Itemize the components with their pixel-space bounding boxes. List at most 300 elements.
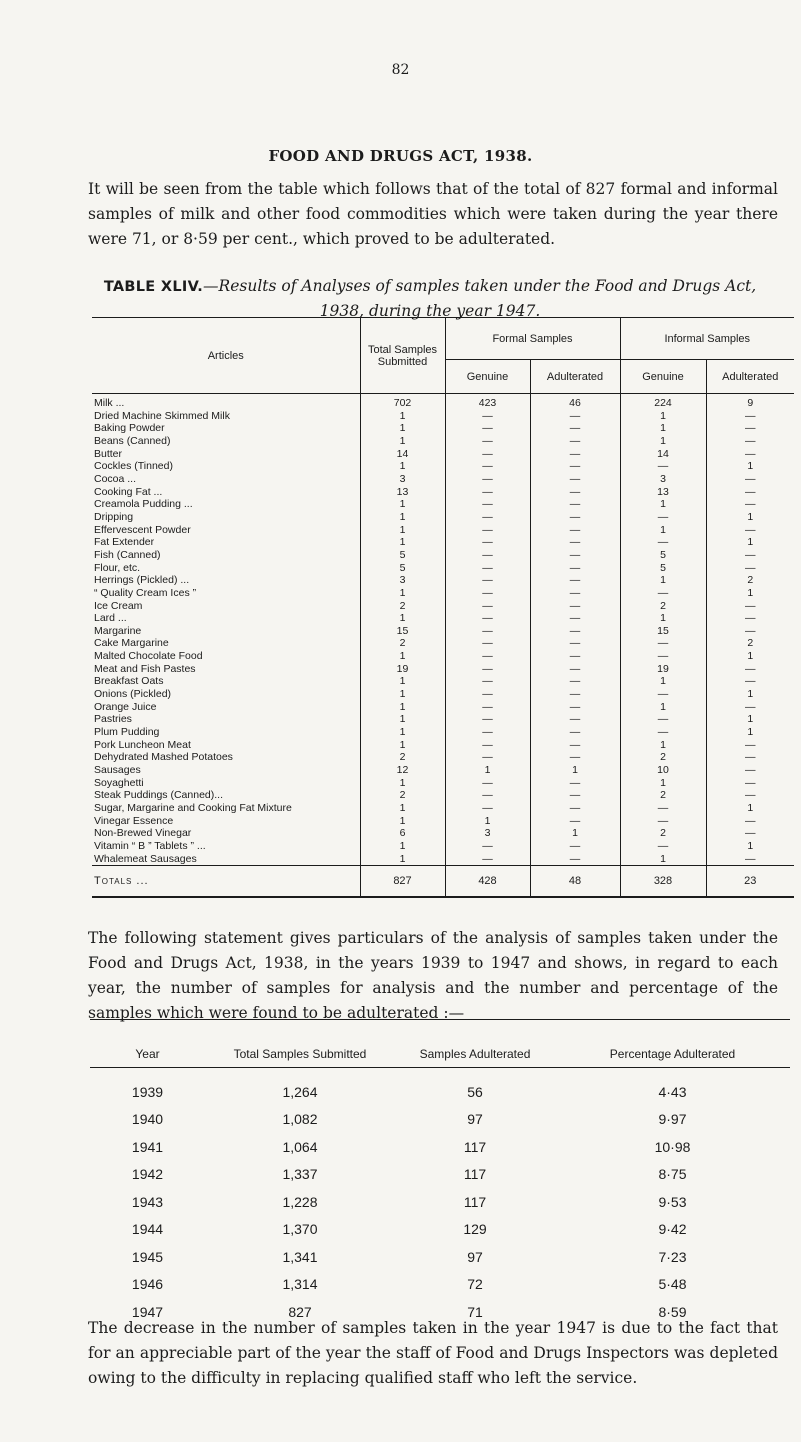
cell-total-submitted: 1,370 — [282, 1221, 318, 1238]
cell-informal-adulterated: — — [706, 675, 794, 688]
cell-informal-adulterated: — — [706, 815, 794, 828]
cell-article — [92, 713, 360, 726]
cell-total-submitted: 827 — [288, 1303, 312, 1320]
cell-formal-adulterated: — — [530, 675, 620, 688]
cell-formal-adulterated: — — [530, 663, 620, 676]
table-label: TABLE XLIV. — [103, 279, 204, 295]
article-name: Pork Luncheon Meat — [94, 739, 194, 751]
cell-formal-genuine: — — [445, 600, 530, 613]
table-row — [92, 600, 794, 613]
cell-article — [92, 688, 360, 701]
intro-paragraph: It will be seen from the table which follows that of the total of 827 formal and informal samples of milk and other food commodities which were taken during the year there were 71, or 8·59 per cent., which proved to be adulterated. — [88, 180, 778, 248]
article-name: Ice Cream — [94, 600, 145, 612]
cell-formal-genuine: — — [445, 637, 530, 650]
cell-article — [92, 802, 360, 815]
cell-formal-genuine: — — [445, 663, 530, 676]
cell-informal-adulterated: — — [706, 751, 794, 764]
cell-samples-adulterated: 117 — [463, 1138, 487, 1155]
cell-article — [92, 777, 360, 790]
article-name: Breakfast Oats — [94, 675, 166, 687]
cell-article — [92, 549, 360, 562]
cell-year: 1947 — [131, 1303, 164, 1320]
cell-total: 1 — [360, 422, 445, 435]
table-row — [92, 574, 794, 587]
table-row — [92, 524, 794, 537]
cell-article — [92, 789, 360, 802]
cell-article — [92, 675, 360, 688]
cell-informal-adulterated: — — [706, 549, 794, 562]
article-name: Sausages — [94, 764, 144, 776]
cell-samples-adulterated: 97 — [467, 1248, 483, 1265]
cell-formal-adulterated: — — [530, 473, 620, 486]
cell-formal-adulterated: — — [530, 536, 620, 549]
table-caption — [100, 274, 760, 323]
article-name: Soyaghetti — [94, 777, 147, 789]
cell-formal-genuine: — — [445, 448, 530, 461]
cell-total: 1 — [360, 701, 445, 714]
cell-informal-genuine: 1 — [620, 435, 706, 448]
cell-year: 1942 — [131, 1166, 164, 1183]
cell-total: 1 — [360, 802, 445, 815]
article-name: Margarine — [94, 625, 144, 637]
cell-total: 1 — [360, 853, 445, 866]
header-informal-samples: Informal Samples — [620, 318, 794, 360]
cell-article — [92, 536, 360, 549]
cell-total: 1 — [360, 777, 445, 790]
cell-informal-adulterated: — — [706, 410, 794, 423]
cell-year: 1944 — [131, 1221, 164, 1238]
closing-paragraph: The decrease in the number of samples taken in the year 1947 is due to the fact that for an appreciable part of the year the staff of Food and Drugs Inspectors was depleted owing to the difficulty in replacing qualified staff who left the service. — [88, 1319, 778, 1387]
cell-informal-adulterated: — — [706, 562, 794, 575]
cell-informal-adulterated: — — [706, 701, 794, 714]
cell-formal-adulterated: — — [530, 625, 620, 638]
year-row — [90, 1106, 790, 1134]
table-row — [92, 562, 794, 575]
cell-total-submitted: 1,064 — [282, 1138, 318, 1155]
cell-informal-adulterated: 1 — [706, 688, 794, 701]
cell-formal-genuine: — — [445, 802, 530, 815]
cell-formal-adulterated: — — [530, 511, 620, 524]
article-name: Cake Margarine — [94, 637, 172, 649]
cell-formal-genuine: — — [445, 713, 530, 726]
cell-informal-adulterated: — — [706, 473, 794, 486]
year-row — [90, 1133, 790, 1161]
cell-total: 1 — [360, 524, 445, 537]
cell-year: 1943 — [131, 1193, 164, 1210]
cell-article — [92, 435, 360, 448]
cell-samples-adulterated: 56 — [467, 1083, 483, 1100]
cell-percentage-adulterated: 9·53 — [658, 1193, 687, 1210]
cell-informal-adulterated: — — [706, 486, 794, 499]
cell-formal-adulterated: — — [530, 574, 620, 587]
cell-informal-genuine: 1 — [620, 739, 706, 752]
cell-total: 702 — [360, 394, 445, 410]
cell-informal-adulterated: 1 — [706, 802, 794, 815]
table-row — [92, 435, 794, 448]
cell-formal-genuine: — — [445, 511, 530, 524]
cell-formal-adulterated: — — [530, 815, 620, 828]
year-row — [90, 1271, 790, 1299]
cell-total-submitted: 1,264 — [282, 1083, 318, 1100]
cell-informal-adulterated: — — [706, 600, 794, 613]
cell-informal-genuine: 5 — [620, 549, 706, 562]
table-row — [92, 815, 794, 828]
article-name: Dried Machine Skimmed Milk — [94, 410, 233, 422]
table-row — [92, 460, 794, 473]
cell-article — [92, 562, 360, 575]
cell-formal-genuine: — — [445, 751, 530, 764]
cell-total: 2 — [360, 789, 445, 802]
cell-article — [92, 739, 360, 752]
article-name: Non-Brewed Vinegar — [94, 827, 194, 839]
cell-percentage-adulterated: 9·97 — [658, 1111, 687, 1128]
cell-total: 1 — [360, 511, 445, 524]
cell-formal-adulterated: — — [530, 460, 620, 473]
table-row — [92, 587, 794, 600]
table-row — [92, 536, 794, 549]
cell-formal-genuine: — — [445, 789, 530, 802]
cell-samples-adulterated: 72 — [467, 1276, 483, 1293]
cell-total-submitted: 1,228 — [282, 1193, 318, 1210]
article-name: Vinegar Essence — [94, 815, 176, 827]
cell-article — [92, 511, 360, 524]
cell-informal-genuine: 1 — [620, 574, 706, 587]
cell-formal-genuine: — — [445, 587, 530, 600]
cell-formal-genuine: — — [445, 650, 530, 663]
table-row — [92, 751, 794, 764]
article-name: Onions (Pickled) — [94, 688, 174, 700]
cell-formal-adulterated: — — [530, 777, 620, 790]
cell-samples-adulterated: 117 — [463, 1193, 487, 1210]
cell-informal-genuine: 15 — [620, 625, 706, 638]
article-name: Baking Powder — [94, 422, 168, 434]
cell-article — [92, 422, 360, 435]
cell-formal-genuine: — — [445, 460, 530, 473]
table-title: —Results of Analyses of samples taken under the Food and Drugs Act, 1938, during the year 1947. — [203, 277, 757, 320]
cell-total: 15 — [360, 625, 445, 638]
cell-total-submitted: 1,337 — [282, 1166, 318, 1183]
table-row — [92, 853, 794, 866]
article-name: Effervescent Powder — [94, 524, 194, 536]
cell-informal-adulterated: — — [706, 524, 794, 537]
article-name: Butter — [94, 448, 125, 460]
cell-informal-genuine: — — [620, 511, 706, 524]
cell-informal-adulterated: — — [706, 739, 794, 752]
cell-formal-adulterated: 1 — [530, 764, 620, 777]
cell-formal-adulterated: 1 — [530, 827, 620, 840]
cell-total: 13 — [360, 486, 445, 499]
cell-total: 2 — [360, 600, 445, 613]
cell-formal-genuine: 423 — [445, 394, 530, 410]
cell-formal-adulterated: — — [530, 701, 620, 714]
article-name: Cockles (Tinned) — [94, 460, 176, 472]
cell-percentage-adulterated: 8·75 — [658, 1166, 687, 1183]
cell-formal-adulterated: — — [530, 637, 620, 650]
cell-informal-genuine: 1 — [620, 701, 706, 714]
cell-article — [92, 625, 360, 638]
cell-formal-adulterated: — — [530, 840, 620, 853]
cell-formal-adulterated: — — [530, 524, 620, 537]
article-name: Sugar, Margarine and Cooking Fat Mixture — [94, 802, 295, 814]
cell-informal-genuine: 13 — [620, 486, 706, 499]
header-formal-genuine: Genuine — [445, 360, 530, 394]
cell-formal-adulterated: — — [530, 726, 620, 739]
table-row — [92, 789, 794, 802]
cell-informal-genuine: 1 — [620, 777, 706, 790]
cell-article — [92, 815, 360, 828]
article-name: Steak Puddings (Canned)... — [94, 789, 226, 801]
cell-total: 1 — [360, 650, 445, 663]
table-row — [92, 625, 794, 638]
table-row — [92, 422, 794, 435]
cell-article — [92, 600, 360, 613]
cell-article — [92, 840, 360, 853]
totals-formal-adulterated: 48 — [530, 866, 620, 898]
year-row — [90, 1243, 790, 1271]
cell-informal-genuine: — — [620, 840, 706, 853]
header-informal-adulterated: Adulterated — [706, 360, 794, 394]
cell-total: 1 — [360, 587, 445, 600]
cell-informal-genuine: 2 — [620, 600, 706, 613]
cell-informal-adulterated: — — [706, 789, 794, 802]
cell-informal-genuine: 19 — [620, 663, 706, 676]
article-name: Orange Juice — [94, 701, 159, 713]
cell-total-submitted: 1,082 — [282, 1111, 318, 1128]
cell-total: 1 — [360, 726, 445, 739]
cell-formal-genuine: — — [445, 422, 530, 435]
cell-informal-genuine: 3 — [620, 473, 706, 486]
cell-article — [92, 726, 360, 739]
cell-formal-adulterated: — — [530, 789, 620, 802]
cell-informal-adulterated: 2 — [706, 574, 794, 587]
cell-informal-adulterated: — — [706, 612, 794, 625]
cell-informal-adulterated: — — [706, 625, 794, 638]
cell-informal-adulterated: — — [706, 448, 794, 461]
cell-formal-genuine: — — [445, 536, 530, 549]
cell-formal-genuine: 1 — [445, 815, 530, 828]
cell-formal-genuine: — — [445, 574, 530, 587]
article-name: Malted Chocolate Food — [94, 650, 206, 662]
cell-informal-genuine: 1 — [620, 612, 706, 625]
cell-formal-adulterated: — — [530, 713, 620, 726]
table-row — [92, 713, 794, 726]
cell-formal-adulterated: — — [530, 739, 620, 752]
cell-formal-adulterated: — — [530, 549, 620, 562]
header-total-samples-submitted: Total Samples Submitted — [233, 1047, 367, 1061]
cell-formal-adulterated: — — [530, 410, 620, 423]
cell-informal-adulterated: 1 — [706, 840, 794, 853]
cell-year: 1945 — [131, 1248, 164, 1265]
cell-informal-genuine: 1 — [620, 524, 706, 537]
cell-total: 1 — [360, 739, 445, 752]
analysis-results-table — [92, 317, 794, 898]
cell-informal-genuine: 10 — [620, 764, 706, 777]
cell-informal-genuine: — — [620, 815, 706, 828]
cell-article — [92, 524, 360, 537]
cell-article — [92, 486, 360, 499]
article-name: Pastries — [94, 713, 135, 725]
cell-informal-adulterated: 1 — [706, 460, 794, 473]
totals-total: 827 — [360, 866, 445, 898]
cell-article — [92, 473, 360, 486]
cell-formal-genuine: — — [445, 726, 530, 739]
table-row — [92, 498, 794, 511]
cell-total: 1 — [360, 840, 445, 853]
cell-formal-genuine: — — [445, 777, 530, 790]
article-name: Beans (Canned) — [94, 435, 173, 447]
cell-article — [92, 853, 360, 866]
cell-formal-adulterated: — — [530, 751, 620, 764]
cell-article — [92, 410, 360, 423]
cell-formal-adulterated: — — [530, 422, 620, 435]
table-row — [92, 764, 794, 777]
cell-article — [92, 460, 360, 473]
cell-formal-genuine: — — [445, 625, 530, 638]
cell-formal-adulterated: — — [530, 688, 620, 701]
cell-informal-adulterated: — — [706, 827, 794, 840]
cell-article — [92, 701, 360, 714]
table-row — [92, 675, 794, 688]
article-name: Whalemeat Sausages — [94, 853, 200, 865]
cell-samples-adulterated: 129 — [463, 1221, 487, 1238]
cell-informal-adulterated: 1 — [706, 650, 794, 663]
article-name: Plum Pudding — [94, 726, 162, 738]
act-heading: FOOD AND DRUGS ACT, 1938. — [268, 147, 533, 165]
cell-informal-genuine: 2 — [620, 751, 706, 764]
cell-informal-adulterated: — — [706, 663, 794, 676]
cell-samples-adulterated: 71 — [467, 1303, 483, 1320]
cell-total: 1 — [360, 675, 445, 688]
article-name: Cocoa ... — [94, 473, 139, 485]
cell-total: 1 — [360, 713, 445, 726]
page-number: 82 — [391, 62, 410, 78]
cell-formal-genuine: — — [445, 675, 530, 688]
cell-total: 5 — [360, 562, 445, 575]
cell-samples-adulterated: 117 — [463, 1166, 487, 1183]
header-samples-adulterated: Samples Adulterated — [419, 1047, 531, 1061]
article-name: Herrings (Pickled) ... — [94, 574, 192, 586]
cell-informal-adulterated: 1 — [706, 536, 794, 549]
table-row — [92, 777, 794, 790]
article-name: Vitamin “ B ” Tablets ” ... — [94, 840, 209, 852]
cell-total: 5 — [360, 549, 445, 562]
table-row — [92, 688, 794, 701]
cell-informal-adulterated: 1 — [706, 713, 794, 726]
statement-paragraph: The following statement gives particulars of the analysis of samples taken under the Food and Drugs Act, 1938, in the years 1939 to 1947 and shows, in regard to each year, the number of samples for analysis and the number and percentage of the samples which were found to be adulterated :— — [88, 929, 778, 1022]
header-total-samples: Total Samples Submitted — [360, 318, 445, 394]
cell-formal-genuine: — — [445, 688, 530, 701]
cell-formal-genuine: 1 — [445, 764, 530, 777]
cell-article — [92, 394, 360, 410]
article-name: Lard ... — [94, 612, 130, 624]
year-row — [90, 1068, 790, 1106]
cell-year: 1941 — [131, 1138, 164, 1155]
cell-informal-genuine: — — [620, 460, 706, 473]
cell-informal-adulterated: 1 — [706, 511, 794, 524]
article-name: Milk ... — [94, 397, 127, 409]
article-name: “ Quality Cream Ices ” — [94, 587, 199, 599]
cell-informal-genuine: — — [620, 688, 706, 701]
cell-formal-adulterated: — — [530, 600, 620, 613]
cell-formal-genuine: — — [445, 524, 530, 537]
year-row — [90, 1188, 790, 1216]
article-name: Flour, etc. — [94, 562, 143, 574]
cell-informal-genuine: 224 — [620, 394, 706, 410]
cell-formal-genuine: — — [445, 701, 530, 714]
cell-total: 19 — [360, 663, 445, 676]
cell-total: 1 — [360, 498, 445, 511]
cell-formal-adulterated: — — [530, 853, 620, 866]
cell-article — [92, 827, 360, 840]
header-formal-adulterated: Adulterated — [530, 360, 620, 394]
cell-informal-genuine: 2 — [620, 827, 706, 840]
totals-informal-genuine: 328 — [620, 866, 706, 898]
cell-formal-genuine: — — [445, 498, 530, 511]
table-row — [92, 473, 794, 486]
cell-informal-genuine: 14 — [620, 448, 706, 461]
cell-formal-genuine: — — [445, 549, 530, 562]
cell-informal-adulterated: — — [706, 777, 794, 790]
cell-total: 1 — [360, 435, 445, 448]
article-name: Dripping — [94, 511, 136, 523]
table-row — [92, 637, 794, 650]
cell-formal-genuine: — — [445, 562, 530, 575]
cell-informal-genuine: 5 — [620, 562, 706, 575]
cell-formal-adulterated: — — [530, 498, 620, 511]
cell-informal-adulterated: 9 — [706, 394, 794, 410]
cell-formal-genuine: — — [445, 410, 530, 423]
table-row — [92, 802, 794, 815]
table-row — [92, 840, 794, 853]
totals-informal-adulterated: 23 — [706, 866, 794, 898]
cell-year: 1939 — [131, 1083, 164, 1100]
totals-formal-genuine: 428 — [445, 866, 530, 898]
table-row — [92, 410, 794, 423]
cell-total-submitted: 1,314 — [282, 1276, 318, 1293]
cell-formal-genuine: — — [445, 853, 530, 866]
cell-article — [92, 663, 360, 676]
cell-year: 1946 — [131, 1276, 164, 1293]
table-row — [92, 650, 794, 663]
cell-total: 2 — [360, 751, 445, 764]
cell-percentage-adulterated: 9·42 — [658, 1221, 687, 1238]
cell-total-submitted: 1,341 — [282, 1248, 318, 1265]
article-name: Cooking Fat ... — [94, 486, 165, 498]
cell-total: 3 — [360, 574, 445, 587]
article-name: Dehydrated Mashed Potatoes — [94, 751, 236, 763]
cell-formal-adulterated: — — [530, 650, 620, 663]
table-row — [92, 663, 794, 676]
cell-informal-adulterated: — — [706, 422, 794, 435]
cell-article — [92, 448, 360, 461]
cell-samples-adulterated: 97 — [467, 1111, 483, 1128]
header-percentage-adulterated: Percentage Adulterated — [609, 1047, 736, 1061]
cell-formal-genuine: — — [445, 840, 530, 853]
cell-formal-genuine: — — [445, 612, 530, 625]
cell-total: 14 — [360, 448, 445, 461]
table-row — [92, 726, 794, 739]
table-row — [92, 701, 794, 714]
totals-label: Totals ... — [94, 875, 149, 888]
cell-total: 2 — [360, 637, 445, 650]
cell-total: 6 — [360, 827, 445, 840]
cell-informal-adulterated: 1 — [706, 587, 794, 600]
cell-article — [92, 650, 360, 663]
cell-informal-genuine: 1 — [620, 410, 706, 423]
table-row — [92, 394, 794, 410]
cell-formal-adulterated: — — [530, 435, 620, 448]
cell-article — [92, 637, 360, 650]
